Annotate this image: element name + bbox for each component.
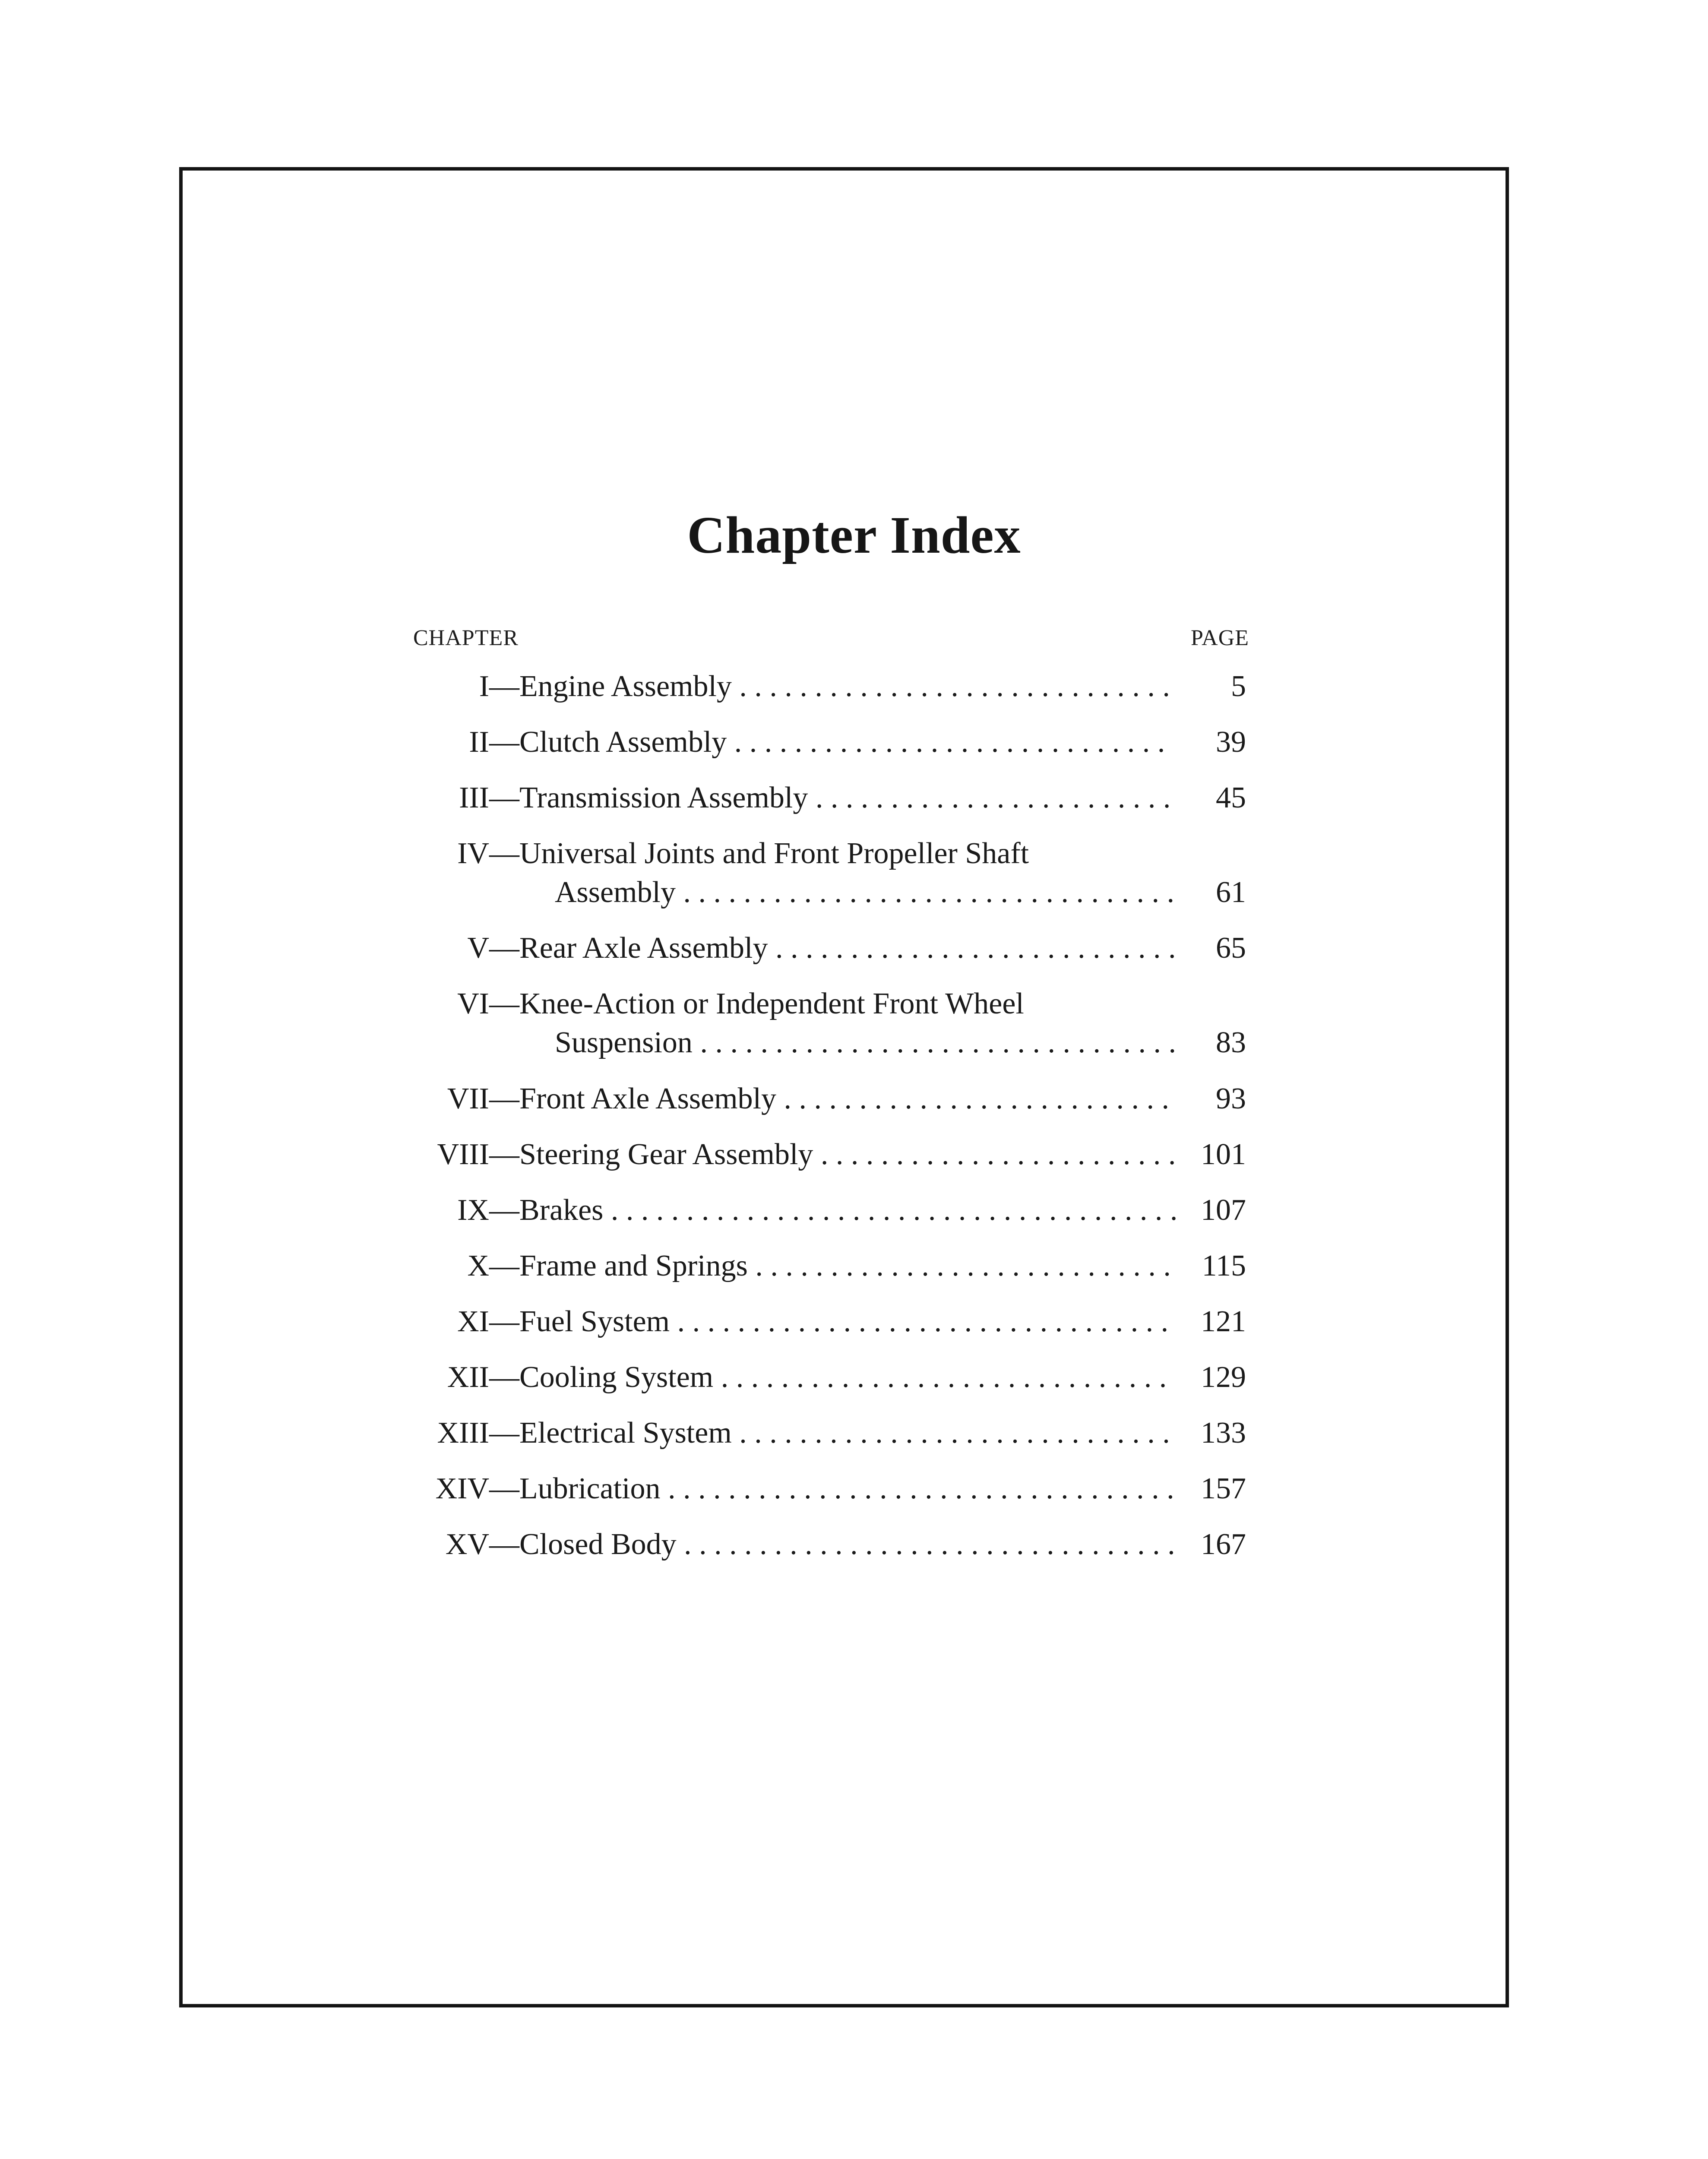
chapter-number: XI— bbox=[457, 1305, 519, 1338]
chapter-title-continued: Assembly . . . . . . . . . . . . . . . . . . . . . . . . . . . . . . . . . bbox=[555, 876, 1174, 909]
page-number: 65 bbox=[1216, 931, 1246, 965]
toc-entry bbox=[0, 985, 1708, 1059]
toc-entry bbox=[0, 779, 1708, 817]
toc-entry bbox=[0, 1080, 1708, 1118]
dot-leader: . . . . . . . . . . . . . . . . . . . . . . . . . . . . . . bbox=[713, 1361, 1167, 1394]
page-number: 5 bbox=[1231, 670, 1246, 703]
dot-leader: . . . . . . . . . . . . . . . . . . . . . . . . bbox=[813, 1138, 1176, 1171]
chapter-number: II— bbox=[469, 725, 519, 759]
chapter-number: I— bbox=[479, 670, 519, 703]
page-number: 93 bbox=[1216, 1082, 1246, 1115]
chapter-title: Brakes . . . . . . . . . . . . . . . . . . . . . . . . . . . . . . . . . . . . . . bbox=[519, 1193, 1178, 1227]
dot-leader: . . . . . . . . . . . . . . . . . . . . . . . . . . . . . . . . . bbox=[676, 1528, 1175, 1561]
chapter-column-header: CHAPTER bbox=[413, 626, 519, 650]
chapter-title: Lubrication . . . . . . . . . . . . . . . . . . . . . . . . . . . . . . . . . . bbox=[519, 1472, 1174, 1505]
chapter-number: IX— bbox=[457, 1193, 519, 1227]
page-number: 133 bbox=[1201, 1416, 1246, 1450]
dot-leader: . . . . . . . . . . . . . . . . . . . . . . . . . . . . . . . . . bbox=[676, 876, 1174, 909]
toc-entry bbox=[0, 1414, 1708, 1453]
toc-entry bbox=[0, 723, 1708, 762]
page-number: 101 bbox=[1201, 1138, 1246, 1171]
page-number: 39 bbox=[1216, 725, 1246, 759]
chapter-title: Transmission Assembly . . . . . . . . . . . . . . . . . . . . . . . . bbox=[519, 781, 1171, 814]
chapter-title: Frame and Springs . . . . . . . . . . . . . . . . . . . . . . . . . . . . bbox=[519, 1249, 1171, 1282]
chapter-title: Rear Axle Assembly . . . . . . . . . . . . . . . . . . . . . . . . . . . bbox=[519, 931, 1176, 965]
chapter-number: XIV— bbox=[435, 1472, 519, 1505]
toc-entry bbox=[0, 834, 1708, 909]
page-number: 83 bbox=[1216, 1026, 1246, 1059]
chapter-title: Universal Joints and Front Propeller Shaft bbox=[519, 837, 1029, 870]
chapter-number: IV— bbox=[457, 837, 519, 870]
chapter-title: Clutch Assembly . . . . . . . . . . . . . . . . . . . . . . . . . . . . . bbox=[519, 725, 1165, 759]
chapter-title: Engine Assembly . . . . . . . . . . . . . . . . . . . . . . . . . . . . . bbox=[519, 670, 1170, 703]
toc-entry bbox=[0, 929, 1708, 968]
toc-entry bbox=[0, 1469, 1708, 1508]
chapter-number: III— bbox=[459, 781, 519, 814]
dot-leader: . . . . . . . . . . . . . . . . . . . . . . . . . . . . . . . . . . bbox=[660, 1472, 1174, 1505]
chapter-title: Fuel System . . . . . . . . . . . . . . . . . . . . . . . . . . . . . . . . . bbox=[519, 1305, 1169, 1338]
dot-leader: . . . . . . . . . . . . . . . . . . . . . . . . . . . . . bbox=[731, 670, 1170, 703]
dot-leader: . . . . . . . . . . . . . . . . . . . . . . . . . . . . . bbox=[731, 1416, 1170, 1450]
dot-leader: . . . . . . . . . . . . . . . . . . . . . . . . . . . . . . . . . bbox=[670, 1305, 1169, 1338]
dot-leader: . . . . . . . . . . . . . . . . . . . . . . . . . . . . . . . . . . . . . . bbox=[603, 1193, 1178, 1227]
dot-leader: . . . . . . . . . . . . . . . . . . . . . . . . . . . . . bbox=[727, 725, 1165, 759]
chapter-title: Closed Body . . . . . . . . . . . . . . . . . . . . . . . . . . . . . . . . . bbox=[519, 1528, 1175, 1561]
page-number: 167 bbox=[1201, 1528, 1246, 1561]
toc-entry bbox=[0, 667, 1708, 706]
toc-entry bbox=[0, 1135, 1708, 1174]
toc-entry bbox=[0, 1358, 1708, 1397]
toc-entry bbox=[0, 1191, 1708, 1230]
page-number: 121 bbox=[1201, 1305, 1246, 1338]
chapter-title-continued: Suspension . . . . . . . . . . . . . . . . . . . . . . . . . . . . . . . . bbox=[555, 1026, 1176, 1059]
chapter-title: Steering Gear Assembly . . . . . . . . . . . . . . . . . . . . . . . . bbox=[519, 1138, 1176, 1171]
toc-entry bbox=[0, 1247, 1708, 1285]
chapter-number: VI— bbox=[457, 987, 519, 1020]
chapter-title: Front Axle Assembly . . . . . . . . . . . . . . . . . . . . . . . . . . bbox=[519, 1082, 1170, 1115]
chapter-number: XII— bbox=[447, 1361, 519, 1394]
page-number: 157 bbox=[1201, 1472, 1246, 1505]
dot-leader: . . . . . . . . . . . . . . . . . . . . . . . . . . . . . . . . bbox=[692, 1026, 1176, 1059]
chapter-title: Knee-Action or Independent Front Wheel bbox=[519, 987, 1024, 1020]
chapter-number: XIII— bbox=[437, 1416, 519, 1450]
dot-leader: . . . . . . . . . . . . . . . . . . . . . . . . . . bbox=[776, 1082, 1170, 1115]
dot-leader: . . . . . . . . . . . . . . . . . . . . . . . . bbox=[808, 781, 1171, 814]
chapter-title: Cooling System . . . . . . . . . . . . . . . . . . . . . . . . . . . . . . bbox=[519, 1361, 1167, 1394]
page-number: 129 bbox=[1201, 1361, 1246, 1394]
toc-entry bbox=[0, 1302, 1708, 1341]
chapter-number: X— bbox=[467, 1249, 519, 1282]
page-number: 107 bbox=[1201, 1193, 1246, 1227]
dot-leader: . . . . . . . . . . . . . . . . . . . . . . . . . . . bbox=[768, 931, 1176, 965]
dot-leader: . . . . . . . . . . . . . . . . . . . . . . . . . . . . bbox=[747, 1249, 1171, 1282]
chapter-number: VII— bbox=[447, 1082, 519, 1115]
page-number: 45 bbox=[1216, 781, 1246, 814]
chapter-number: XV— bbox=[445, 1528, 519, 1561]
page-number: 61 bbox=[1216, 876, 1246, 909]
toc-entry bbox=[0, 1525, 1708, 1564]
chapter-number: V— bbox=[467, 931, 519, 965]
chapter-title: Electrical System . . . . . . . . . . . . . . . . . . . . . . . . . . . . . bbox=[519, 1416, 1170, 1450]
chapter-number: VIII— bbox=[437, 1138, 519, 1171]
page-number: 115 bbox=[1202, 1249, 1246, 1282]
page-title: Chapter Index bbox=[687, 506, 1021, 564]
page-column-header: PAGE bbox=[1191, 626, 1249, 650]
